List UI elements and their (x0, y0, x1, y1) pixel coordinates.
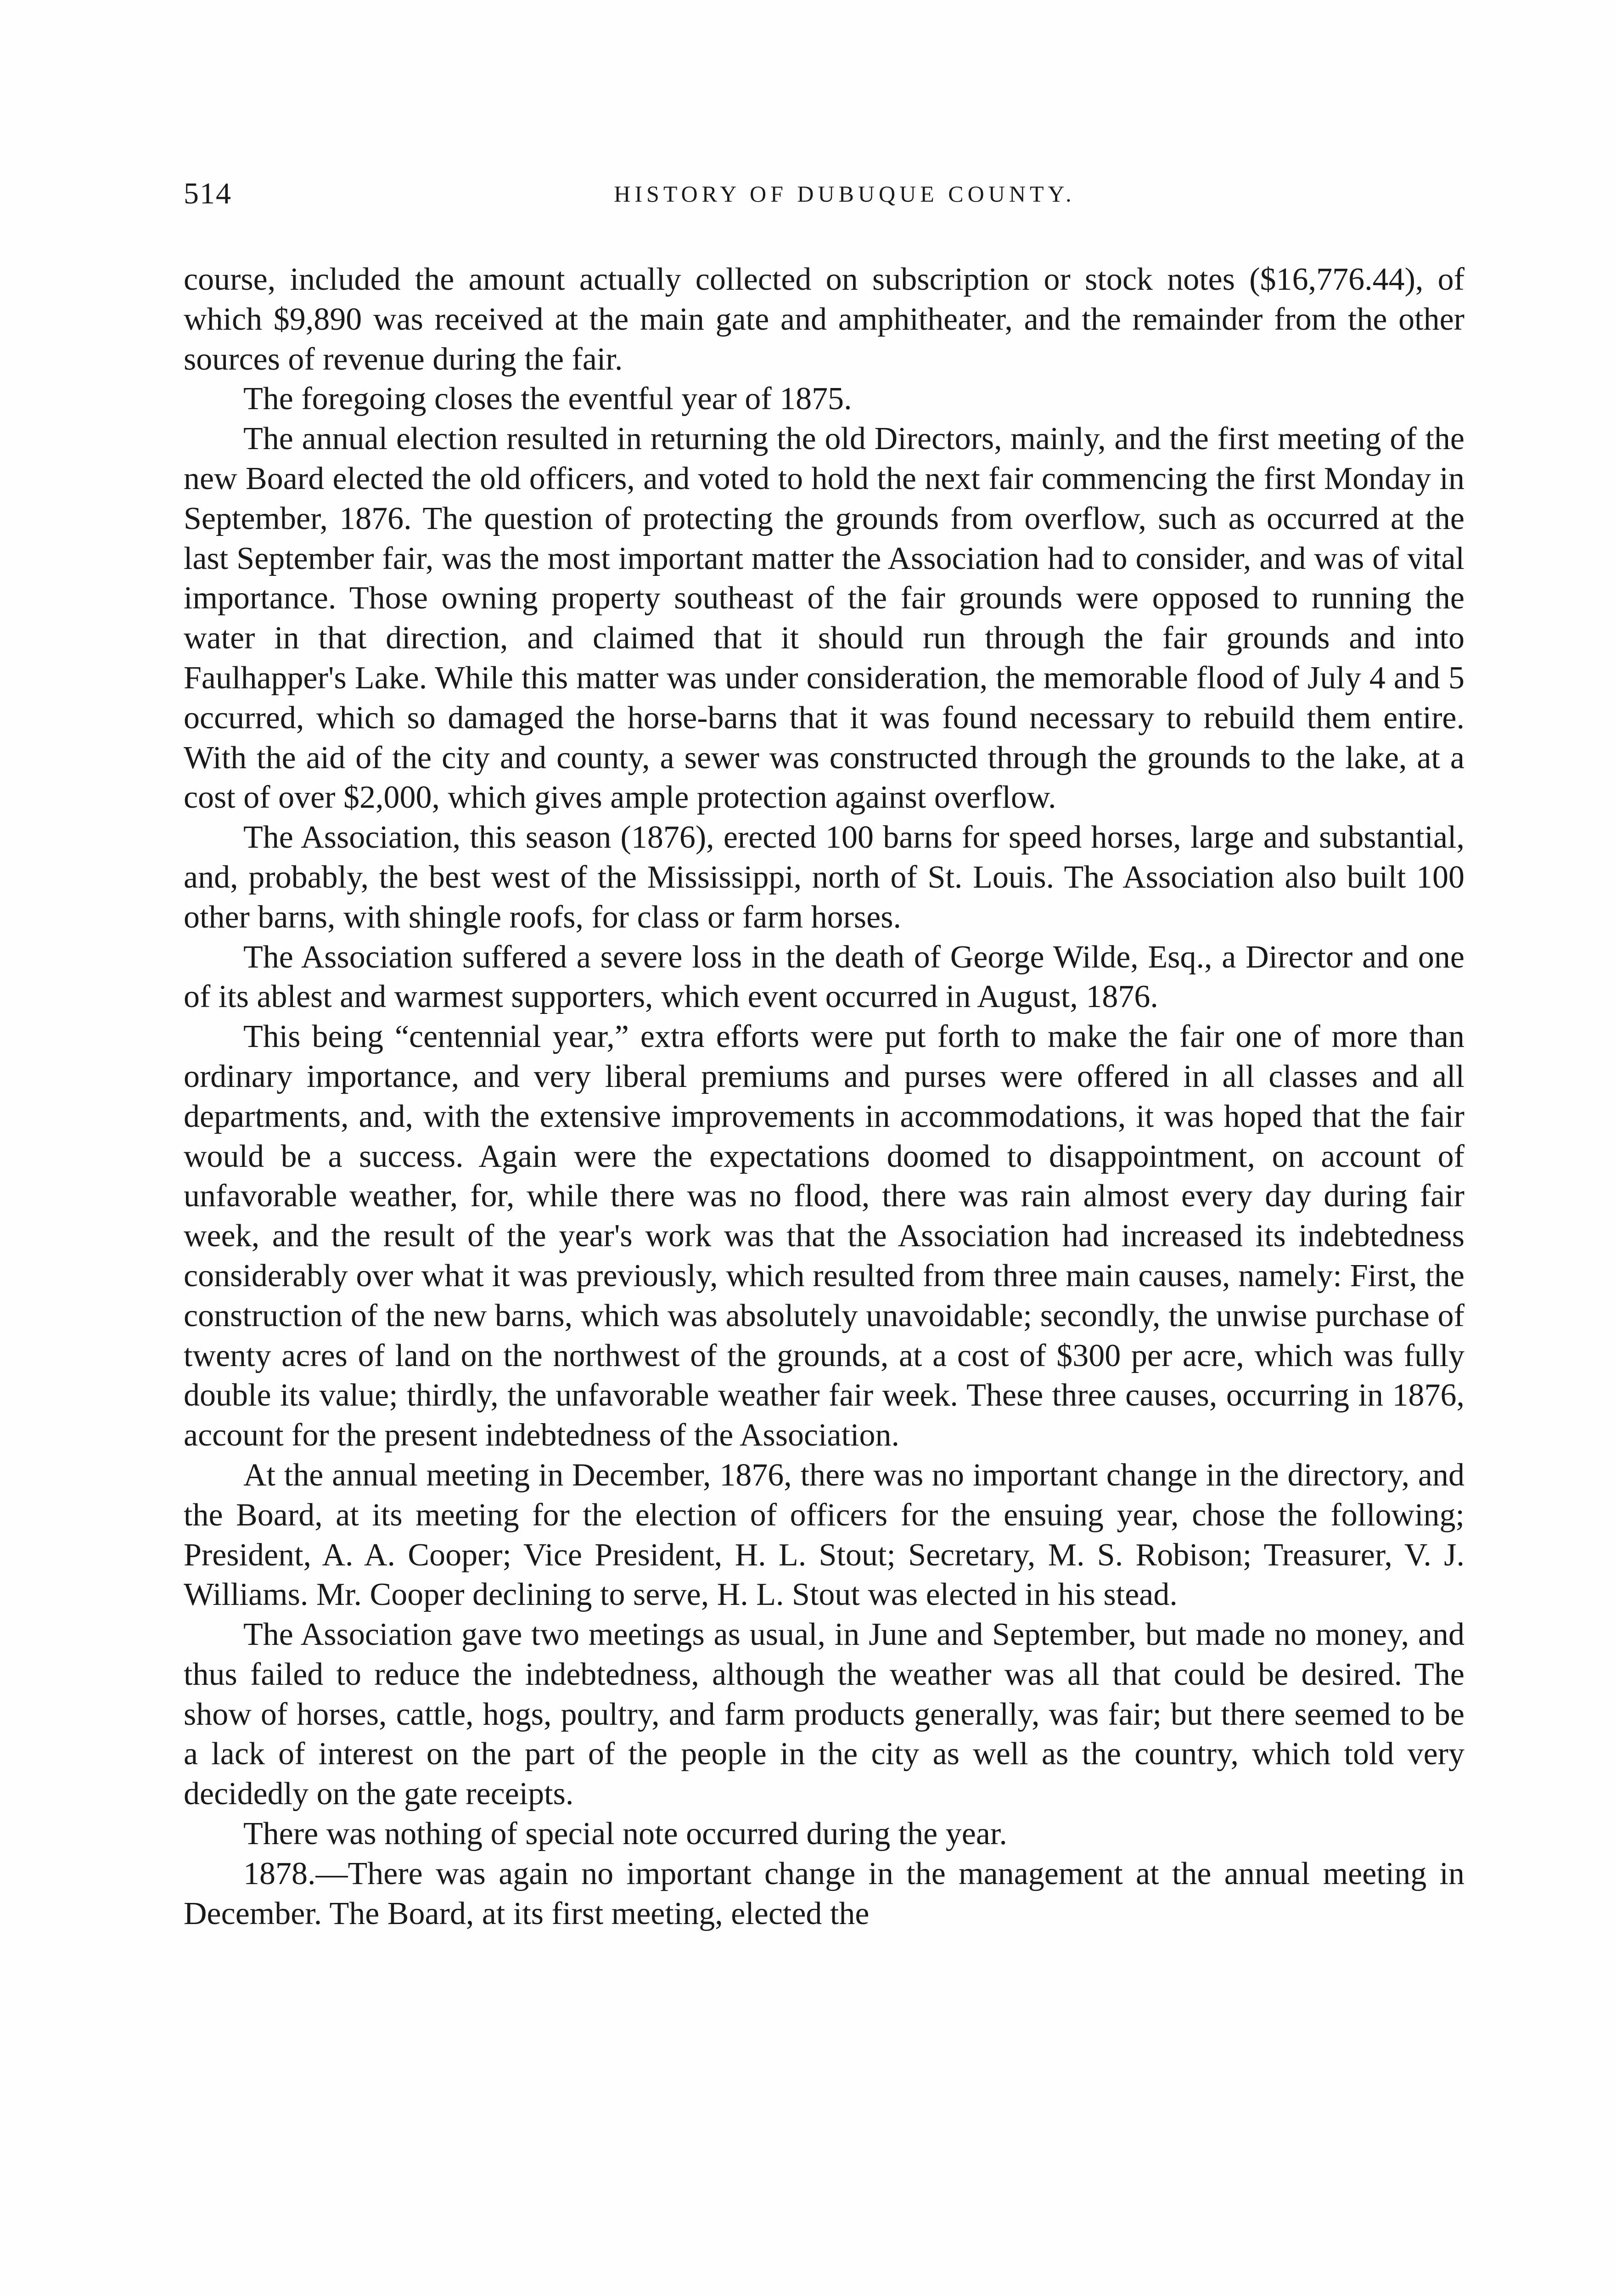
paragraph: This being “centennial year,” extra efforts were put forth to make the fair one of more than ordinary importance, and very liberal premiums and purses were offered in all classes and all departments, and, with the extensive improvements in accommodations, it was hoped that the fair would be a success. Again were the expectations doomed to disappointment, on account of unfavorable weather, for, while there was no flood, there was rain almost every day during fair week, and the result of the year's work was that the Association had increased its indebtedness considerably over what it was previously, which resulted from three main causes, namely: First, the construction of the new barns, which was absolutely unavoidable; secondly, the unwise purchase of twenty acres of land on the northwest of the grounds, at a cost of $300 per acre, which was fully double its value; thirdly, the unfavorable weather fair week. These three causes, occurring in 1876, account for the present indebtedness of the Association. (184, 1019, 1464, 1453)
paragraph: The Association, this season (1876), erected 100 barns for speed horses, large and substantial, and, probably, the best west of the Mississippi, north of St. Louis. The Association also built 100 other barns, with shingle roofs, for class or farm horses. (184, 820, 1464, 935)
paragraph: The foregoing closes the eventful year of 1875. (243, 381, 852, 417)
paragraph: course, included the amount actually collected on subscription or stock notes ($16,776.44), of which $9,890 was received at the main gate and amphitheater, and the remainder from the other sources of revenue during the fair. (184, 262, 1464, 377)
body-text (184, 260, 1464, 1934)
page-number: 514 (184, 177, 232, 210)
running-head: HISTORY OF DUBUQUE COUNTY. (614, 181, 1076, 207)
page-header (184, 171, 1464, 217)
paragraph: At the annual meeting in December, 1876, there was no important change in the directory, and the Board, at its meeting for the election of officers for the ensuing year, chose the following; President, A. A. Cooper; Vice President, H. L. Stout; Secretary, M. S. Robison; Treasurer, V. J. Williams. Mr. Cooper declining to serve, H. L. Stout was elected in his stead. (184, 1457, 1464, 1613)
paragraph: There was nothing of special note occurred during the year. (243, 1816, 1007, 1852)
paragraph: 1878.—There was again no important change in the management at the annual meeting in December. The Board, at its first meeting, elected the (184, 1856, 1464, 1931)
paragraph: The annual election resulted in returning the old Directors, mainly, and the first meeting of the new Board elected the old officers, and voted to hold the next fair commencing the first Monday in September, 1876. The question of protecting the grounds from overflow, such as occurred at the last September fair, was the most important matter the Association had to consider, and was of vital importance. Those owning property southeast of the fair grounds were opposed to running the water in that direction, and claimed that it should run through the fair grounds and into Faulhapper's Lake. While this matter was under consideration, the memorable flood of July 4 and 5 occurred, which so damaged the horse-barns that it was found necessary to rebuild them entire. With the aid of the city and county, a sewer was constructed through the grounds to the lake, at a cost of over $2,000, which gives ample protection against overflow. (184, 421, 1464, 816)
paragraph: The Association gave two meetings as usual, in June and September, but made no money, and thus failed to reduce the indebtedness, although the weather was all that could be desired. The show of horses, cattle, hogs, poultry, and farm products generally, was fair; but there seemed to be a lack of interest on the part of the people in the city as well as the country, which told very decidedly on the gate receipts. (184, 1617, 1464, 1812)
paragraph: The Association suffered a severe loss in the death of George Wilde, Esq., a Director and one of its ablest and warmest supporters, which event occurred in August, 1876. (184, 939, 1464, 1015)
